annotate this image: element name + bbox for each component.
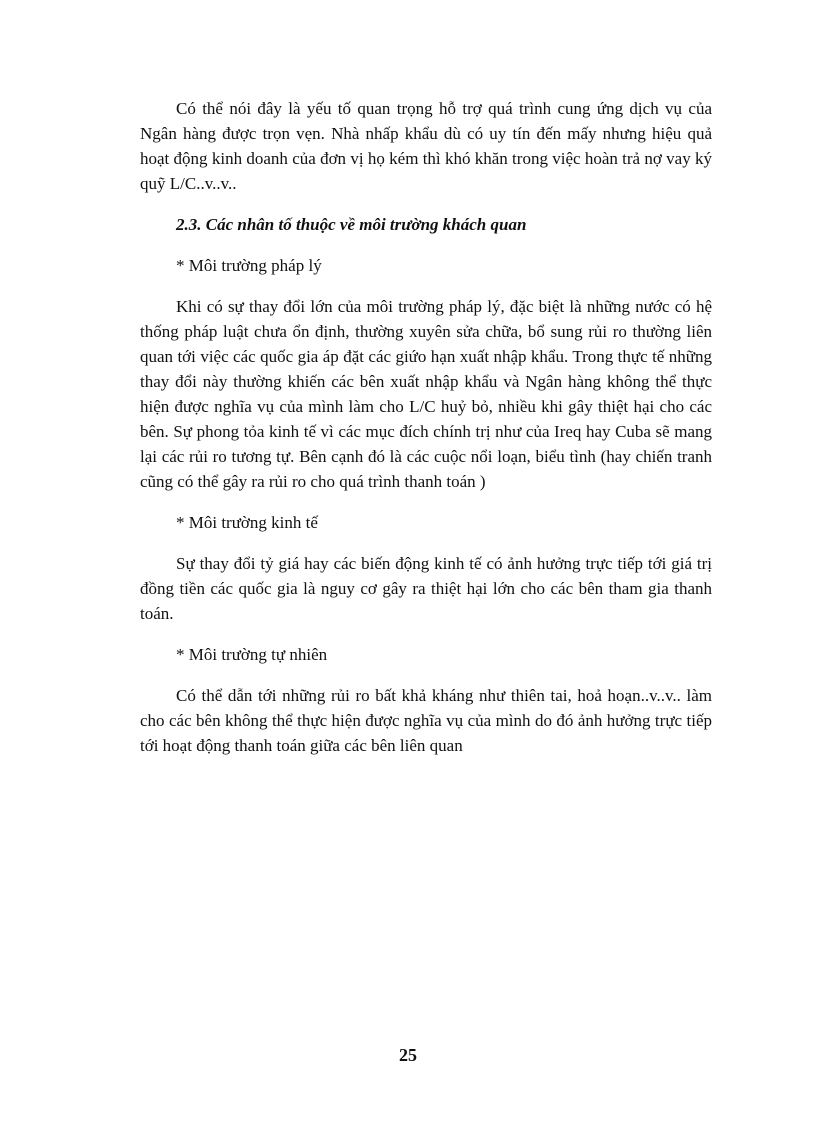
economic-environment-paragraph: Sự thay đổi tỷ giá hay các biến động kinh tế có ảnh hưởng trực tiếp tới giá trị đồng tiền các quốc gia là nguy cơ gây ra thiệt hại lớn cho các bên tham gia thanh toán. [140,554,712,623]
page-number: 25 [399,1045,417,1065]
natural-environment-paragraph: Có thể dẫn tới những rủi ro bất khả kháng như thiên tai, hoả hoạn..v..v.. làm cho các bên không thể thực hiện được nghĩa vụ của mình do đó ảnh hưởng trực tiếp tới hoạt động thanh toán giữa các bên liên quan [140,686,712,755]
intro-paragraph: Có thể nói đây là yếu tố quan trọng hỗ trợ quá trình cung ứng dịch vụ của Ngân hàng được trọn vẹn. Nhà nhấp khẩu dù có uy tín đến mấy nhưng hiệu quả hoạt động kinh doanh của đơn vị họ kém thì khó khăn trong việc hoàn trả nợ vay ký quỹ L/C..v..v.. [140,99,712,193]
natural-environment-title: * Môi trường tự nhiên [176,645,328,664]
legal-environment-paragraph: Khi có sự thay đổi lớn của môi trường pháp lý, đặc biệt là những nước có hệ thống pháp luật chưa ổn định, thường xuyên sửa chữa, bổ sung rủi ro thường liên quan tới việc các quốc gia áp đặt các giứo hạn xuất nhập khẩu. Trong thực tế những thay đổi này thường khiến các bên xuất nhập khẩu và Ngân hàng không thể thực hiện được nghĩa vụ của mình làm cho L/C huỷ bỏ, nhiều khi gây thiệt hại cho các bên. Sự phong tỏa kinh tế vì các mục đích chính trị như của Ireq hay Cuba sẽ mang lại các rủi ro tương tự. Bên cạnh đó là các cuộc nổi loạn, biểu tình (hay chiến tranh cũng có thể gây ra rủi ro cho quá trình thanh toán ) [140,297,712,491]
legal-environment-title: * Môi trường pháp lý [176,256,322,275]
section-heading: 2.3. Các nhân tố thuộc về môi trường khách quan [176,215,527,234]
page-body [140,96,712,774]
economic-environment-title: * Môi trường kinh tế [176,513,318,532]
